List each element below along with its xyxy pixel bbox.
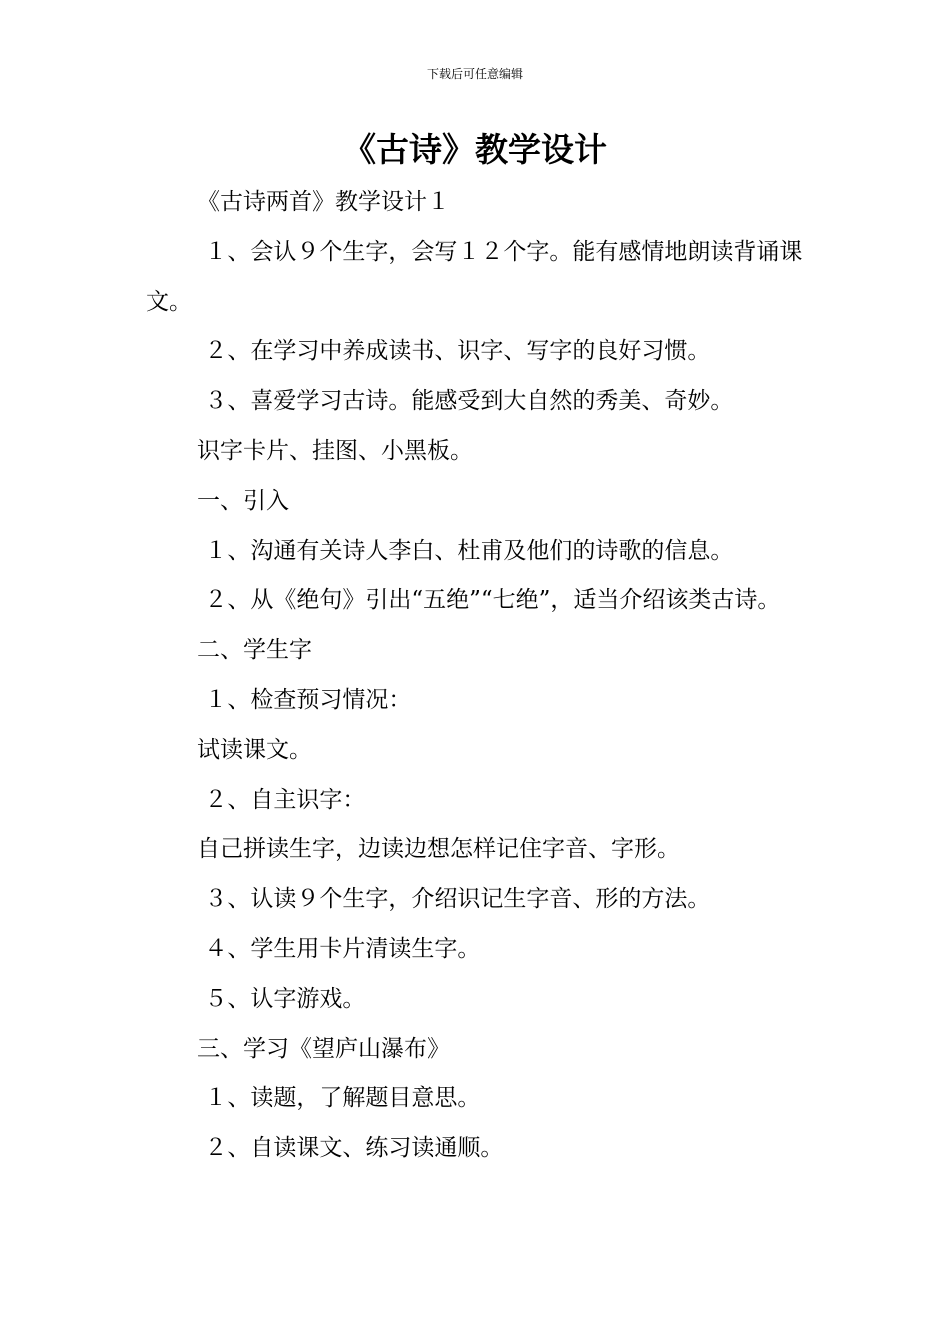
document-title: 《古诗》教学设计 (343, 130, 607, 169)
section-heading: 一、引入 (197, 487, 289, 514)
paragraph: 《古诗两首》教学设计１ (197, 189, 450, 215)
paragraph: ２、在学习中养成读书、识字、写字的良好习惯。 (197, 338, 711, 365)
paragraph: ２、自读课文、练习读通顺。 (197, 1135, 504, 1162)
paragraph: １、检查预习情况： (197, 686, 412, 713)
paragraph: １、读题，了解题目意思。 (197, 1085, 481, 1112)
paragraph: ２、自主识字： (197, 786, 366, 813)
document-body (146, 178, 816, 1174)
paragraph: 试读课文。 (197, 736, 312, 763)
paragraph: １、沟通有关诗人李白、杜甫及他们的诗歌的信息。 (197, 537, 734, 564)
section-heading: 三、学习《望庐山瀑布》 (197, 1035, 450, 1062)
paragraph: ３、喜爱学习古诗。能感受到大自然的秀美、奇妙。 (197, 388, 734, 415)
paragraph: ３、认读９个生字，介绍识记生字音、形的方法。 (197, 886, 711, 913)
paragraph: ５、认字游戏。 (197, 985, 366, 1012)
paragraph: １、会认９个生字，会写１２个字。能有感情地朗读背诵课文。 (146, 238, 803, 315)
section-heading: 二、学生字 (197, 637, 312, 664)
page-header: 下载后可任意编辑 (426, 67, 523, 81)
paragraph: 自己拼读生字，边读边想怎样记住字音、字形。 (197, 836, 680, 863)
paragraph: ４、学生用卡片清读生字。 (197, 935, 481, 962)
paragraph: ２、从《绝句》引出“五绝”“七绝”，适当介绍该类古诗。 (197, 587, 781, 614)
paragraph: 识字卡片、挂图、小黑板。 (197, 437, 473, 464)
